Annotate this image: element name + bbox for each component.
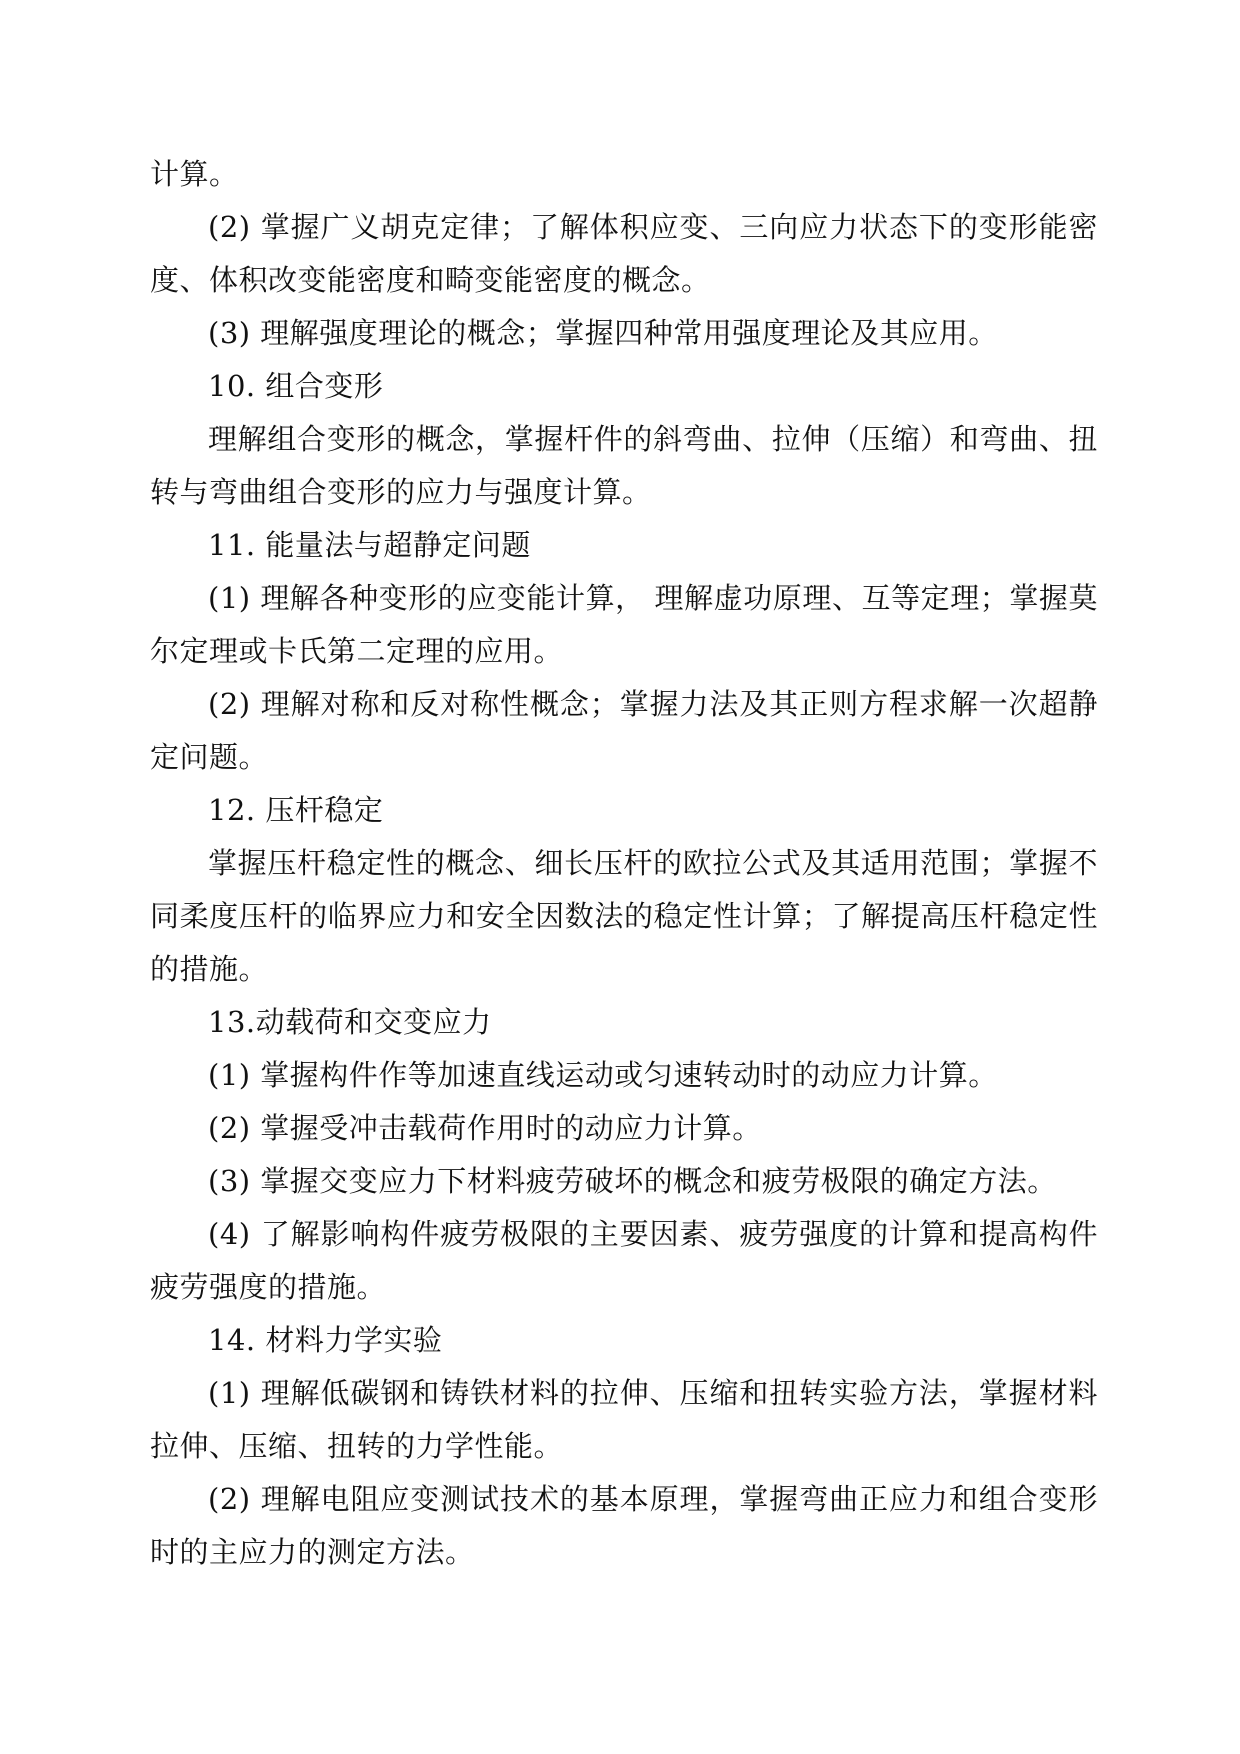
text-line: (2) 掌握广义胡克定律；了解体积应变、三向应力状态下的变形能密	[208, 210, 1098, 244]
text-line: 尔定理或卡氏第二定理的应用。	[150, 634, 564, 668]
text-line: (2) 理解电阻应变测试技术的基本原理，掌握弯曲正应力和组合变形	[208, 1482, 1098, 1516]
text-line: (2) 掌握受冲击载荷作用时的动应力计算。	[208, 1111, 762, 1145]
text-line: (3) 掌握交变应力下材料疲劳破坏的概念和疲劳极限的确定方法。	[208, 1164, 1057, 1198]
text-line: 计算。	[150, 157, 239, 191]
text-line: 拉伸、压缩、扭转的力学性能。	[150, 1429, 564, 1463]
document-page	[150, 148, 1098, 1579]
text-line: 转与弯曲组合变形的应力与强度计算。	[150, 475, 652, 509]
text-line: (4) 了解影响构件疲劳极限的主要因素、疲劳强度的计算和提高构件	[208, 1217, 1098, 1251]
text-line: (2) 理解对称和反对称性概念；掌握力法及其正则方程求解一次超静	[208, 687, 1098, 721]
text-line: 定问题。	[150, 740, 269, 774]
text-line: 疲劳强度的措施。	[150, 1270, 387, 1304]
text-line: (1) 理解低碳钢和铸铁材料的拉伸、压缩和扭转实验方法，掌握材料	[208, 1376, 1098, 1410]
text-line: 理解组合变形的概念，掌握杆件的斜弯曲、拉伸（压缩）和弯曲、扭	[208, 422, 1098, 456]
text-line: 同柔度压杆的临界应力和安全因数法的稳定性计算；了解提高压杆稳定性	[150, 899, 1098, 933]
text-line: 度、体积改变能密度和畸变能密度的概念。	[150, 263, 711, 297]
text-line: (1) 理解各种变形的应变能计算， 理解虚功原理、互等定理；掌握莫	[208, 581, 1098, 615]
text-line: (3) 理解强度理论的概念；掌握四种常用强度理论及其应用。	[208, 316, 998, 350]
text-line: (1) 掌握构件作等加速直线运动或匀速转动时的动应力计算。	[208, 1058, 998, 1092]
section-heading: 13.动载荷和交变应力	[208, 1005, 492, 1039]
text-line: 掌握压杆稳定性的概念、细长压杆的欧拉公式及其适用范围；掌握不	[208, 846, 1098, 880]
section-heading: 12. 压杆稳定	[208, 793, 384, 827]
text-line: 时的主应力的测定方法。	[150, 1535, 475, 1569]
section-heading: 11. 能量法与超静定问题	[208, 528, 531, 562]
section-heading: 10. 组合变形	[208, 369, 384, 403]
section-heading: 14. 材料力学实验	[208, 1323, 443, 1357]
text-line: 的措施。	[150, 952, 269, 986]
